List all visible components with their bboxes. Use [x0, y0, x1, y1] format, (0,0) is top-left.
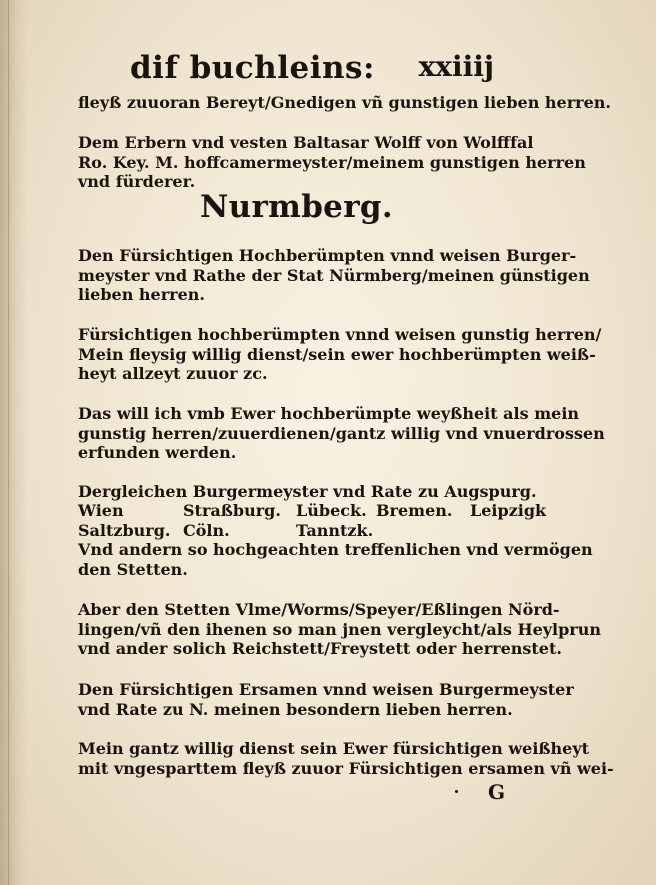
text-block [78, 600, 601, 659]
dedication-block [78, 133, 586, 192]
city-heading: Nurmberg. [200, 189, 393, 225]
page-gutter-shadow [0, 0, 28, 885]
text-line: vnd Rate zu N. meinen besondern lieben herren. [78, 699, 513, 719]
text-line: fleyß zuuoran Bereyt/Gnedigen vñ gunstigen lieben herren. [78, 93, 611, 112]
text-line: Vnd andern so hochgeachten treffenlichen vnd vermögen [78, 540, 593, 559]
text-line: Mein gantz willig dienst sein Ewer fürsichtigen weißheyt [78, 739, 590, 758]
salutation-block [78, 739, 614, 778]
text-line: Ro. Key. M. hoffcamermeyster/meinem gunstigen herren [78, 152, 586, 172]
text-block [78, 404, 605, 463]
ink-dot [455, 790, 458, 793]
text-line: lieben herren. [78, 285, 205, 304]
text-line: mit vngesparttem fleyß zuuor Fürsichtigen ersamen vñ wei- [78, 758, 614, 778]
city-name: Straßburg. [183, 501, 281, 520]
text-line: Mein fleysig willig dienst/sein ewer hochberümpten weiß- [78, 344, 596, 364]
text-line: heyt allzeyt zuuor zc. [78, 364, 268, 383]
text-block [78, 482, 538, 502]
folio-number: xxiiij [418, 50, 494, 83]
text-line: vnd fürderer. [78, 172, 196, 191]
text-block [78, 540, 593, 579]
text-line: den Stetten. [78, 559, 188, 579]
city-name: Saltzburg. [78, 520, 171, 540]
text-line: Dem Erbern vnd vesten Baltasar Wolff von Wolfffal [78, 133, 534, 152]
signature-mark: G [488, 780, 506, 804]
text-block [78, 93, 611, 113]
text-line: Das will ich vmb Ewer hochberümpte weyßheit als mein [78, 404, 580, 423]
text-line: meyster vnd Rathe der Stat Nürmberg/meinen günstigen [78, 265, 590, 285]
binding-line [8, 0, 9, 885]
address-block [78, 246, 590, 305]
city-name: Tanntzk. [296, 520, 374, 540]
city-name: Bremen. [376, 501, 453, 520]
text-line: Den Fürsichtigen Hochberümpten vnnd weisen Burger- [78, 246, 577, 265]
running-header [130, 50, 500, 90]
salutation-block [78, 325, 602, 384]
city-name: Wien [78, 501, 124, 520]
text-line: gunstig herren/zuuerdienen/gantz willig vnd vnuerdrossen [78, 423, 605, 443]
running-title: dif buchleins: [130, 50, 375, 86]
text-line: Fürsichtigen hochberümpten vnnd weisen gunstig herren/ [78, 325, 602, 344]
text-line: lingen/vñ den ihenen so man jnen vergleycht/als Heylprun [78, 619, 601, 639]
city-name: Lübeck. [296, 501, 367, 520]
address-block [78, 680, 574, 719]
text-line: Dergleichen Burgermeyster vnd Rate zu Augspurg. [78, 482, 537, 501]
text-line: Aber den Stetten Vlme/Worms/Speyer/Eßlingen Nörd- [78, 600, 560, 619]
text-line: Den Fürsichtigen Ersamen vnnd weisen Burgermeyster [78, 680, 574, 699]
city-name: Cöln. [183, 520, 230, 540]
text-line: vnd ander solich Reichstett/Freystett oder herrenstet. [78, 639, 562, 658]
text-line: erfunden werden. [78, 443, 237, 462]
city-name: Leipzigk [470, 501, 547, 520]
